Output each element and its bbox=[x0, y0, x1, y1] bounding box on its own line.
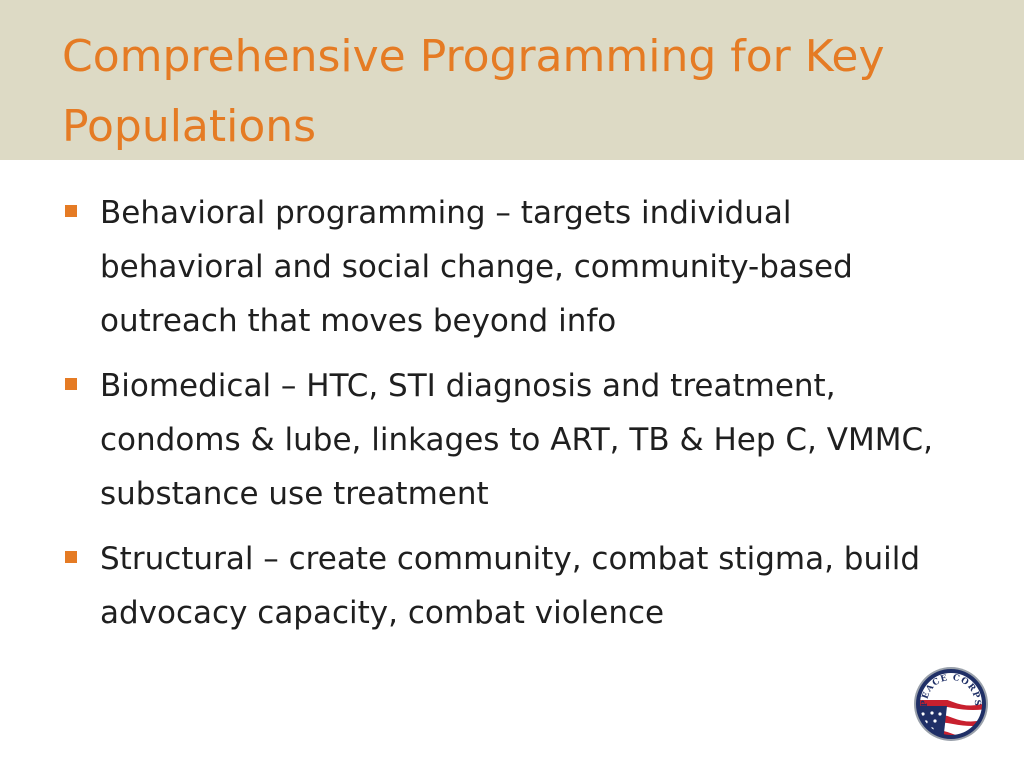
square-bullet-icon bbox=[65, 205, 77, 217]
bullet-item bbox=[62, 359, 962, 521]
bullet-text: Biomedical – HTC, STI diagnosis and treatment, condoms & lube, linkages to ART, TB & Hep C, VMMC, substance use treatment bbox=[100, 368, 933, 512]
bullet-list bbox=[62, 186, 962, 651]
bullet-text: Structural – create community, combat stigma, build advocacy capacity, combat violence bbox=[100, 541, 921, 631]
slide-title: Comprehensive Programming for Key Populations bbox=[62, 31, 885, 152]
logo-graphic bbox=[913, 666, 989, 742]
square-bullet-icon bbox=[65, 551, 77, 563]
peace-corps-logo-icon bbox=[913, 666, 989, 742]
bullet-text: Behavioral programming – targets individual behavioral and social change, community-based outreach that moves beyond info bbox=[100, 195, 853, 339]
bullet-item bbox=[62, 532, 962, 640]
bullet-item bbox=[62, 186, 962, 348]
logo-text: PEACE CORPS bbox=[919, 672, 983, 707]
square-bullet-icon bbox=[65, 378, 77, 390]
